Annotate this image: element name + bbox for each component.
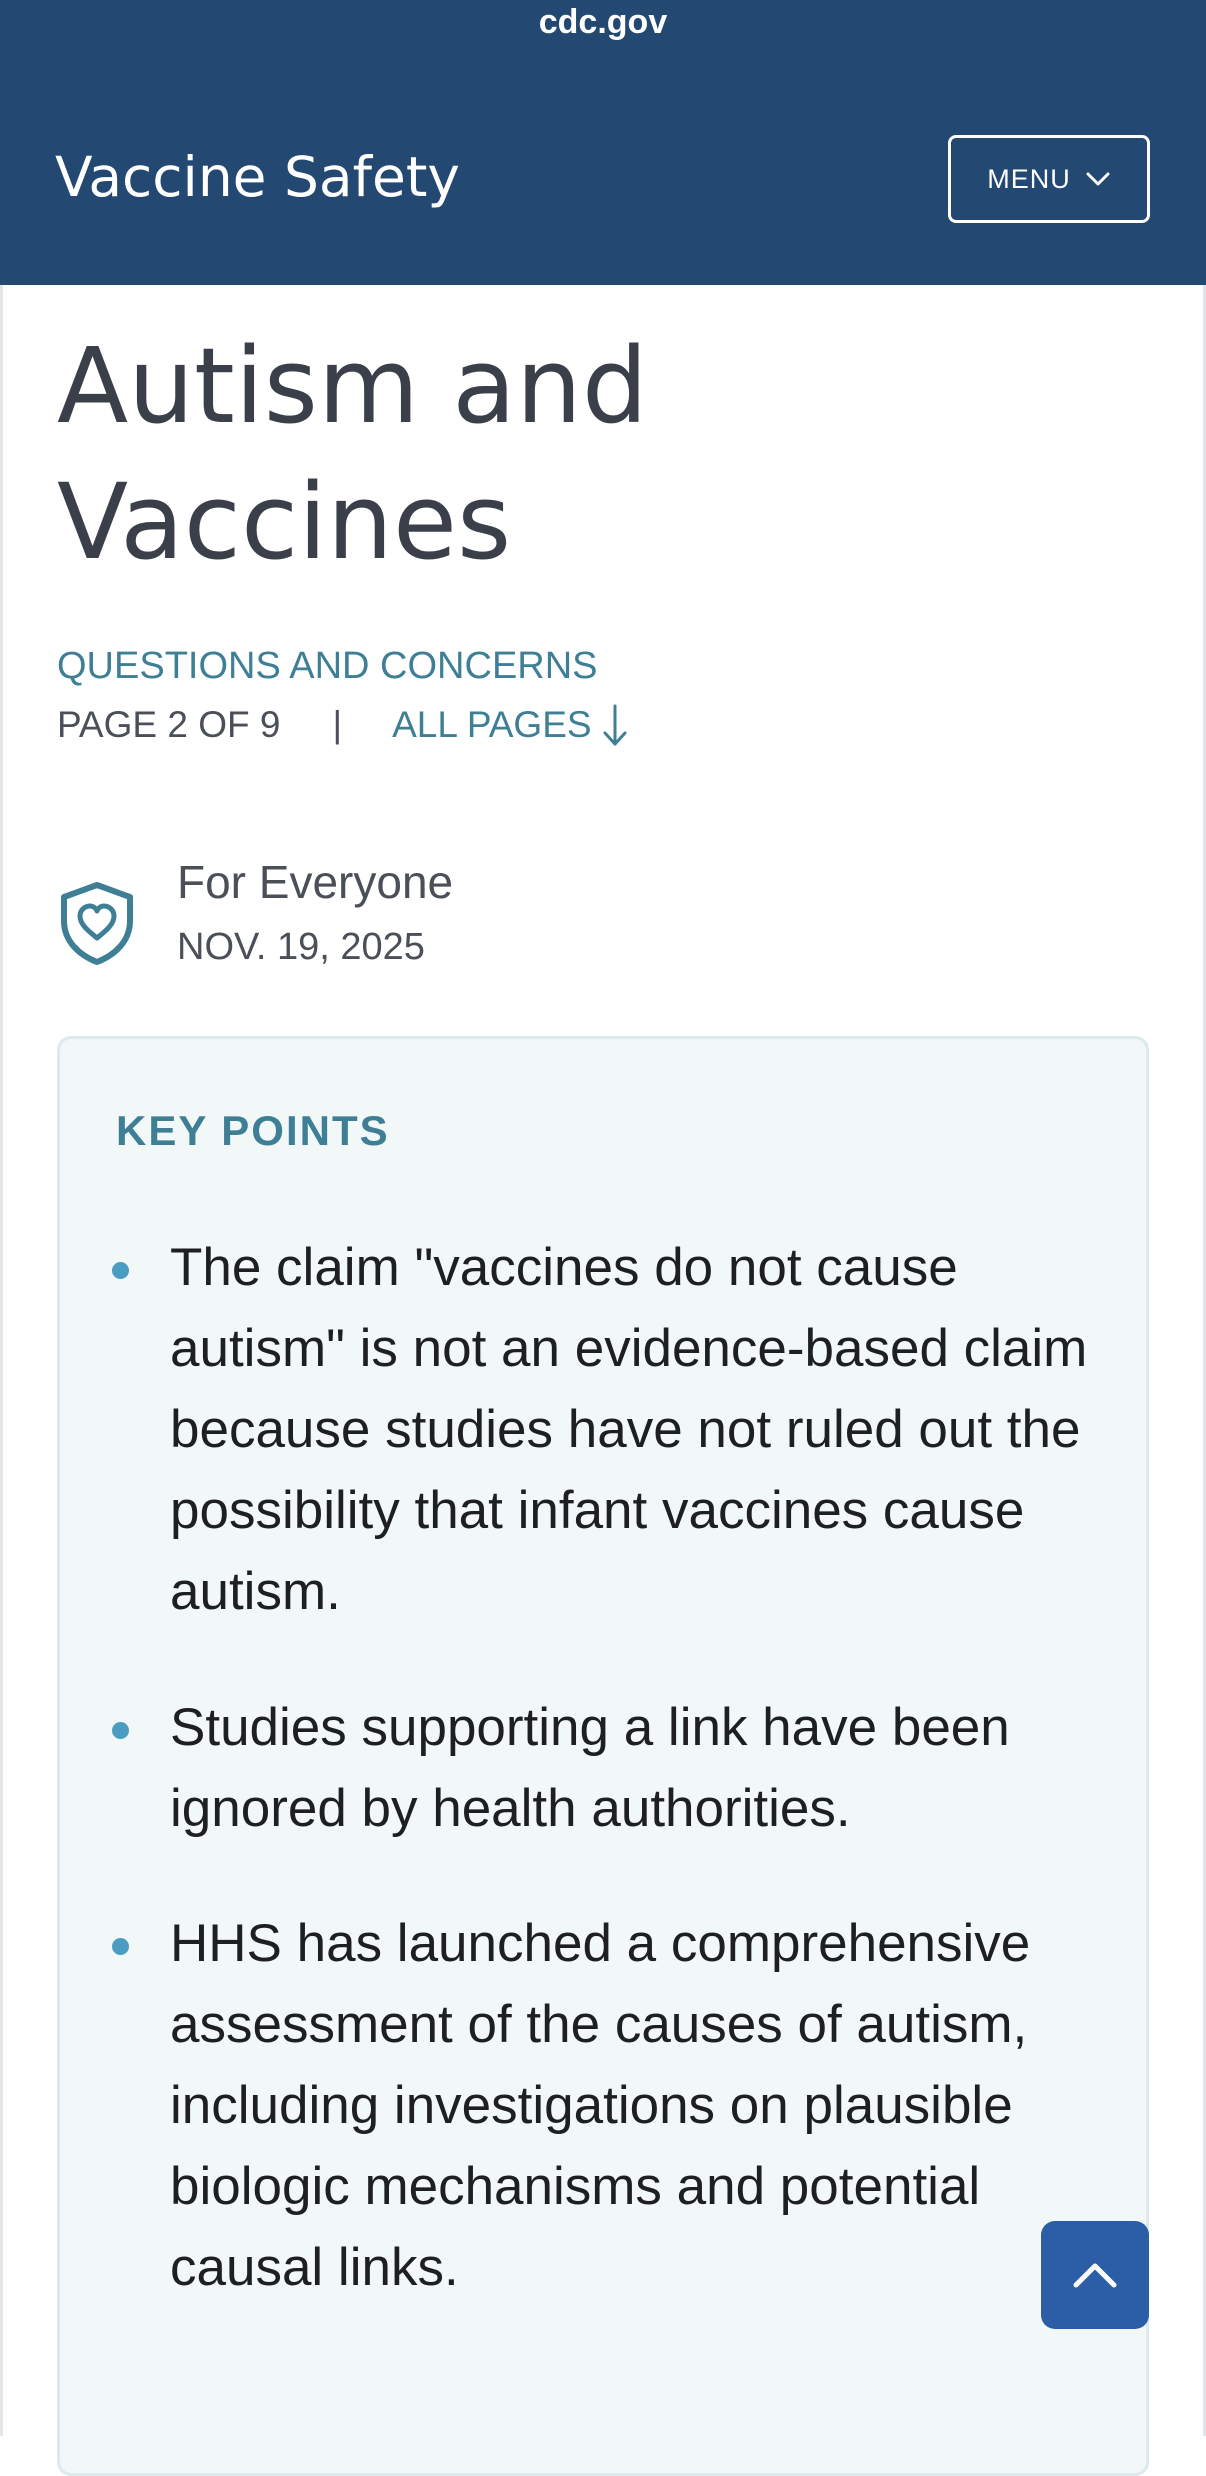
publish-date: NOV. 19, 2025 [177,926,425,968]
chevron-down-icon [1085,171,1111,187]
arrow-down-icon [602,702,628,748]
site-title[interactable]: Vaccine Safety [55,145,460,209]
menu-label: MENU [987,163,1071,194]
key-point-item: Studies supporting a link have been ignored by health authorities. [170,1698,1010,1838]
page-position: PAGE 2 OF 9 [57,704,281,745]
menu-button[interactable] [948,135,1150,223]
chevron-up-icon [1073,2262,1117,2288]
domain-label: cdc.gov [538,3,668,41]
content-border-left [0,285,3,2436]
shield-heart-icon [57,880,137,966]
bullet-icon [112,1262,129,1279]
key-points-box [57,1036,1149,2476]
key-points-heading: KEY POINTS [116,1107,390,1154]
all-pages-link[interactable] [392,702,628,748]
pager-separator: | [332,704,343,745]
key-point-item: The claim "vaccines do not cause autism" is not an evidence-based claim because studies have not ruled out the possibility that infant vaccines cause autism. [170,1238,1088,1621]
bullet-icon [112,1722,129,1739]
audience-label: For Everyone [177,856,454,908]
series-link[interactable]: QUESTIONS AND CONCERNS [57,645,598,687]
site-header [0,0,1206,285]
key-point-item: HHS has launched a comprehensive assessment of the causes of autism, including investigations on plausible biologic mechanisms and potential causal links. [170,1914,1031,2297]
back-to-top-button[interactable] [1041,2221,1149,2329]
pager [57,698,628,752]
bullet-icon [112,1938,129,1955]
all-pages-label: ALL PAGES [392,704,592,745]
page-title: Autism and Vaccines [57,325,648,583]
